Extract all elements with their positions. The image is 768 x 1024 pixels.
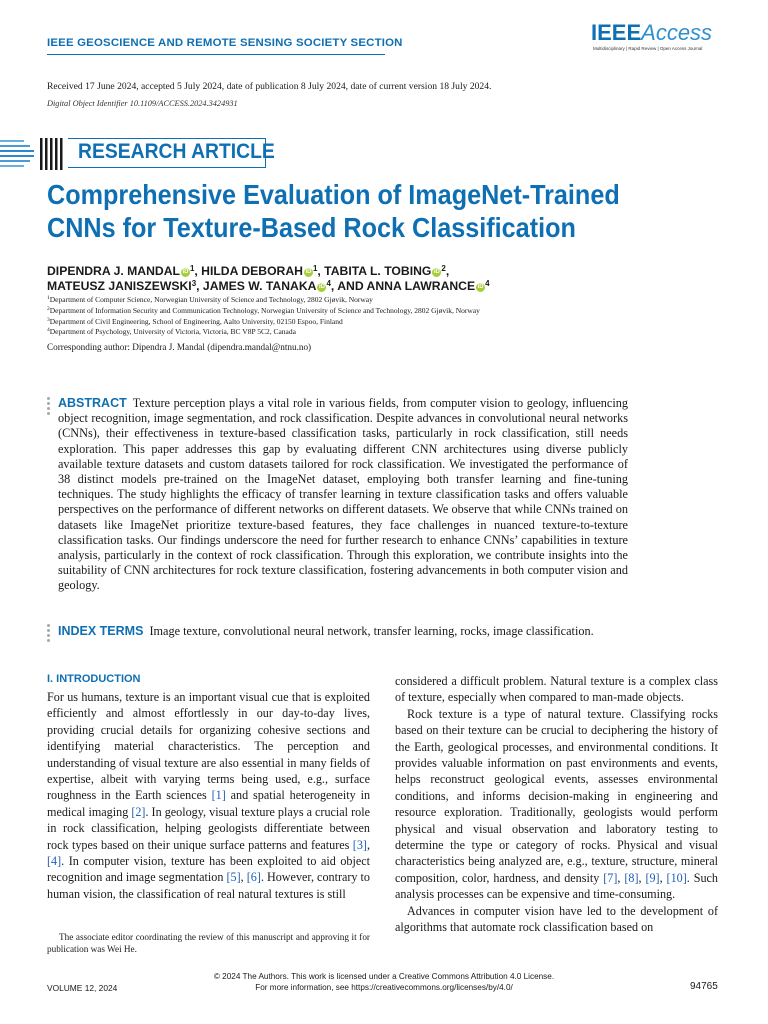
affiliation-4: $^4$Department of Psychology, University of Victoria, Victoria, BC V8P 5C2, Canada [47, 327, 296, 336]
author-affiliation-mark: 1 [312, 264, 318, 273]
abstract-heading: ABSTRACT [58, 396, 127, 410]
received-dates: Received 17 June 2024, accepted 5 July 2024, date of publication 8 July 2024, date of current version 18 July 2024. [47, 81, 492, 92]
author-name: , TABITA L. TOBING [317, 264, 432, 278]
author-affiliation-mark: 1 [189, 264, 195, 273]
license-link[interactable]: For more information, see https://creativecommons.org/licenses/by/4.0/ [255, 983, 513, 992]
author-name: , HILDA DEBORAH [194, 264, 303, 278]
logo-access: Access [641, 20, 713, 45]
citation-link[interactable]: [6] [246, 870, 261, 885]
orcid-icon[interactable]: iD [433, 269, 440, 275]
editor-footnote: The associate editor coordinating the review of this manuscript and approving it for publication was Wei He. [47, 932, 370, 954]
abstract-dots-icon [47, 397, 50, 417]
paper-title: Comprehensive Evaluation of ImageNet-Trained CNNs for Texture-Based Rock Classification [47, 179, 620, 243]
paragraph: For us humans, texture is an important visual cue that is exploited efficiently and almost effortlessly in our day-to-day lives, providing crucial details for organizing cohesive sections and identifying material characteristics. The perception and understanding of visual texture are also essential in many fields of expertise, albeit with varying terms being used, e.g., surface roughness in the Earth sciences [1] and spatial heterogeneity in medical imaging [2]. In geology, visual texture plays a crucial role in rock classification, helping geologists differentiate between rock types based on their unique surface patterns and features [3], [4]. In computer vision, texture has been exploited to aid object recognition and image segmentation [5], [6]. However, contrary to human vision, the classification of real natural textures is still [47, 690, 371, 901]
page-number: 94765 [690, 981, 718, 992]
citation-link[interactable]: [4] [47, 854, 62, 869]
research-article-bars-icon [0, 134, 68, 174]
index-terms [58, 624, 638, 639]
logo-ieee: IEEE [591, 20, 642, 45]
orcid-icon[interactable]: iD [305, 269, 312, 275]
author-affiliation-mark: 4 [485, 279, 490, 288]
body-column-left [47, 689, 370, 902]
orcid-icon[interactable]: iD [318, 284, 325, 290]
introduction-heading: I. INTRODUCTION [47, 673, 141, 685]
doi[interactable]: Digital Object Identifier 10.1109/ACCESS.2024.3424931 [47, 99, 238, 108]
author-affiliation-mark: 2 [441, 264, 446, 273]
citation-link[interactable]: [7] [603, 870, 618, 885]
abstract [58, 396, 628, 594]
section-title: IEEE GEOSCIENCE AND REMOTE SENSING SOCIETY SECTION [47, 37, 403, 49]
corresponding-author: Corresponding author: Dipendra J. Mandal (dipendra.mandal@ntnu.no) [47, 342, 312, 352]
orcid-icon[interactable]: iD [477, 284, 484, 290]
author-name: , AND ANNA LAWRANCE [330, 279, 476, 293]
author-name: DIPENDRA J. MANDAL [47, 264, 180, 278]
affiliation-1: $^1$Department of Computer Science, Norwegian University of Science and Technology, 2802 Gjøvik, Norway [47, 295, 373, 304]
affiliation-3: $^3$Department of Civil Engineering, School of Engineering, Aalto University, 02150 Espoo, Finland [47, 317, 343, 326]
citation-link[interactable]: [2] [131, 804, 146, 819]
author-separator: , [445, 264, 450, 278]
author-affiliation-mark: 4 [326, 279, 331, 288]
affiliation-2: $^2$Department of Information Security and Communication Technology, Norwegian University of Science and Technology, 2802 Gjøvik, Norway [47, 306, 480, 315]
citation-link[interactable]: [8] [624, 870, 639, 885]
paragraph: Advances in computer vision have led to the development of algorithms that automate rock classification based on [395, 903, 718, 935]
index-terms-heading: INDEX TERMS [58, 624, 144, 638]
index-terms-text: Image texture, convolutional neural network, transfer learning, rocks, image classification. [149, 624, 594, 638]
author-line-2 [47, 279, 490, 293]
author-line-1 [47, 264, 449, 278]
orcid-icon[interactable]: iD [182, 269, 189, 275]
author-name: MATEUSZ JANISZEWSKI [47, 279, 192, 293]
author-affiliation-mark: 3 [191, 279, 197, 288]
abstract-text: Texture perception plays a vital role in various fields, from computer vision to geology, influencing object recognition, image segmentation, and rock classification. Despite advances in convolutional neural networks (CNNs), their effectiveness in texture-based classification tasks, particularly in rock classification, still needs exploration. This paper addresses this gap by evaluating different CNN architectures using diverse publicly available texture datasets and custom datasets tailored for rock classification. We investigated the performance of 38 distinct models pre-trained on the ImageNet dataset, employing both transfer learning and fine-tuning techniques. The study highlights the efficacy of transfer learning in texture classification tasks and offers valuable perspectives on the performance of different networks on different datasets. We observe that while CNNs trained on datasets like ImageNet prioritize texture-based features, they face challenges in nuanced texture-to-texture classification tasks. Our findings underscore the need for further research to enhance CNNs’ capabilities in texture analysis, particularly in the context of rock classification. Through this exploration, we contribute insights into the suitability of CNN architectures for rock texture classification, fostering advancements in both computer vision and geology. [58, 396, 628, 593]
article-type: RESEARCH ARTICLE [78, 140, 275, 163]
index-terms-dots-icon [47, 624, 50, 644]
citation-link[interactable]: [5] [226, 870, 241, 885]
citation-link[interactable]: [9] [645, 870, 660, 885]
license-line: © 2024 The Authors. This work is licensed under a Creative Commons Attribution 4.0 License. [213, 972, 555, 981]
volume-label: VOLUME 12, 2024 [47, 983, 118, 993]
paragraph: considered a difficult problem. Natural texture is a complex class of texture, especially when compared to man-made objects. [395, 674, 718, 705]
citation-link[interactable]: [3] [352, 837, 367, 852]
logo-tagline: Multidisciplinary | Rapid Review | Open Access Journal [593, 46, 703, 51]
body-column-right [395, 673, 718, 936]
citation-link[interactable]: [10] [666, 870, 687, 885]
header-rule [47, 54, 385, 55]
ieee-access-logo[interactable] [591, 20, 712, 46]
author-name: , JAMES W. TANAKA [196, 279, 317, 293]
paragraph: Rock texture is a type of natural texture. Classifying rocks based on their texture can be crucial to deciphering the history of the Earth, geological processes, and environmental conditions. It provides valuable information on past environments and events, helps reconstruct geological events, assesses environmental conditions, and informs decision-making in engineering and resource exploration. Traditionally, geologists would perform physical and visual observation and laboratory testing to determine the type or category of rocks. Physical and visual characteristics being analyzed are, e.g., texture, structure, mineral composition, color, hardness, and density [7], [8], [9], [10]. Such analysis processes can be expensive and time-consuming. [395, 706, 719, 902]
citation-link[interactable]: [1] [211, 788, 226, 803]
